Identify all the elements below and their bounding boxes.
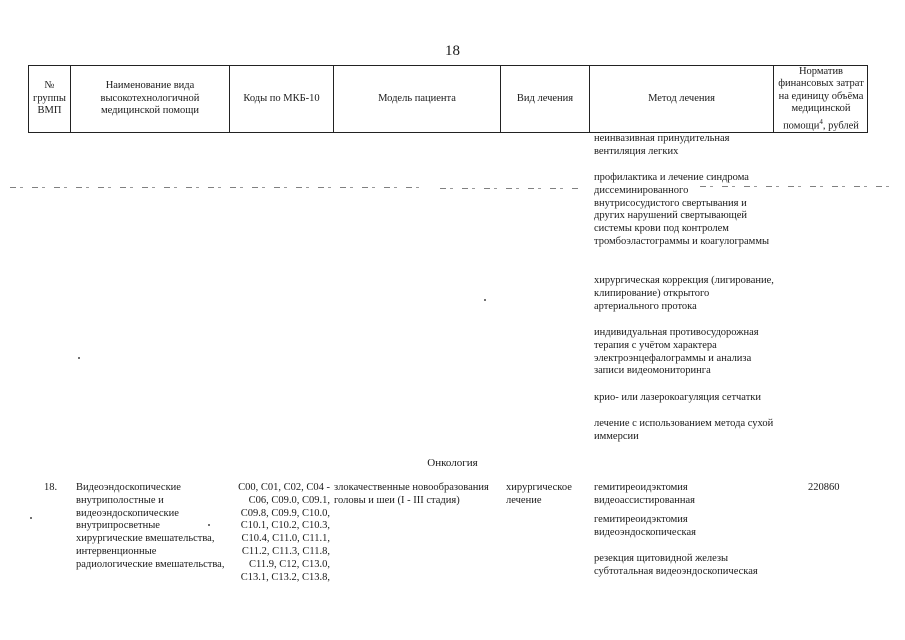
header-treatment-type bbox=[501, 66, 589, 132]
header-care-type-name bbox=[80, 66, 220, 132]
method-item: криo- или лазерокоагуляция сетчатки bbox=[594, 392, 762, 403]
scan-artifact-speck bbox=[78, 357, 80, 359]
header-cost-standard-text: Норматив финансовых затрат на единицу объёма медицинской помощи bbox=[778, 65, 864, 131]
method-item: резекция щитовидной железы субтотальная видеоэндоскопическая bbox=[594, 553, 758, 577]
method-item: индивидуальная противосудорожная терапия с учётом характера электроэнцефалограммы и анализа записи видеомониторинга bbox=[594, 327, 759, 377]
scan-artifact-speck bbox=[484, 299, 486, 301]
column-divider bbox=[70, 65, 71, 133]
method-item: гемитиреоидэктомия видеоэндоскопическая bbox=[594, 514, 696, 538]
page-number: 18 bbox=[445, 43, 460, 59]
row-icd-codes: C00, C01, C02, C04 - C06, C09.0, C09.1, C09.8, C09.9, C10.0, C10.1, C10.2, C10.3, C10.4, C11.0, C11.1, C11.2, C11.3, C11.8, C11.9, C12, C13.0, C13.1, C13.2, C13.8, bbox=[238, 482, 330, 583]
method-item: неинвазивная принудительная вентиляция легких bbox=[594, 133, 730, 157]
method-item: профилактика и лечение синдрома диссеминированного внутрисосудистого свертывания и других нарушений свертывающей системы крови под контролем тромбоэластограммы и коагулограммы bbox=[594, 172, 770, 247]
scan-artifact-line bbox=[700, 186, 890, 187]
header-care-type-name-text: Наименование вида высокотехнологичной медицинской помощи bbox=[100, 80, 200, 117]
row-cost: 220860 bbox=[808, 482, 840, 493]
header-cost-standard bbox=[776, 66, 866, 132]
header-group-number-text: № группы ВМП bbox=[33, 80, 66, 117]
row-group-number: 18. bbox=[44, 482, 58, 493]
header-icd-codes bbox=[230, 66, 333, 132]
footnote-marker: 4 bbox=[819, 117, 823, 126]
header-patient-model bbox=[334, 66, 500, 132]
header-patient-model-text: Модель пациента bbox=[378, 92, 456, 104]
header-group-number bbox=[29, 66, 70, 132]
scan-artifact-line bbox=[440, 188, 580, 189]
row-care-type-name: Видеоэндоскопические внутриполостные и видеоэндоскопические внутрипросветные хирургические вмешательства, интервенционные радиологические вмешательства, bbox=[76, 482, 225, 570]
method-item: хирургическая коррекция (лигирование, клипирование) открытого артериального протока bbox=[594, 275, 774, 312]
header-treatment-type-text: Вид лечения bbox=[516, 92, 574, 104]
row-treatment-type: хирургическое лечение bbox=[506, 482, 572, 506]
table-right-border bbox=[867, 65, 868, 133]
header-treatment-method-text: Метод лечения bbox=[648, 92, 715, 104]
section-title: Онкология bbox=[427, 457, 478, 469]
header-treatment-method bbox=[590, 66, 773, 132]
method-item: лечение с использованием метода сухой иммерсии bbox=[594, 418, 774, 442]
scan-artifact-line bbox=[10, 187, 420, 188]
method-item: гемитиреоидэктомия видеоассистированная bbox=[594, 482, 696, 506]
header-icd-codes-text: Коды по МКБ-10 bbox=[243, 92, 320, 104]
column-divider bbox=[773, 65, 774, 133]
scan-artifact-speck bbox=[30, 517, 32, 519]
header-cost-standard-unit: , рублей bbox=[822, 120, 859, 131]
row-patient-model: злокачественные новообразования головы и шеи (I - III стадия) bbox=[334, 482, 489, 506]
